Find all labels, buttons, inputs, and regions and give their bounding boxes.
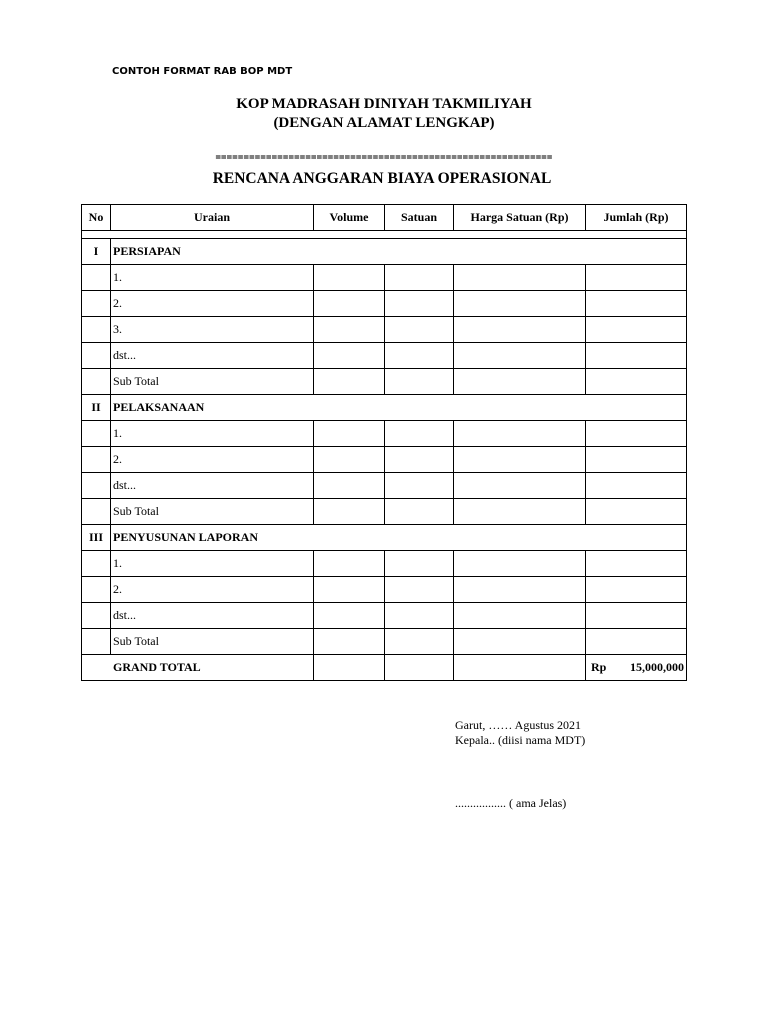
section-number: II [82, 395, 111, 421]
table-header-row [82, 205, 687, 231]
empty-cell [385, 369, 454, 395]
row-number-cell [82, 603, 111, 629]
empty-cell [385, 577, 454, 603]
empty-cell [454, 551, 586, 577]
subtotal-label: Sub Total [111, 369, 314, 395]
row-number-cell [82, 629, 111, 655]
empty-cell [586, 473, 687, 499]
table-row [82, 577, 687, 603]
row-number-cell [82, 473, 111, 499]
signature-block [455, 718, 586, 810]
grand-total-row [82, 655, 687, 681]
empty-cell [454, 265, 586, 291]
row-number-cell [82, 291, 111, 317]
empty-cell [314, 317, 385, 343]
signature-name: ................. ( ama Jelas) [455, 796, 567, 810]
empty-cell [314, 343, 385, 369]
empty-cell [385, 655, 454, 681]
letterhead-title: KOP MADRASAH DINIYAH TAKMILIYAH [236, 96, 532, 112]
format-label: CONTOH FORMAT RAB BOP MDT [112, 66, 293, 77]
empty-cell [586, 291, 687, 317]
section-title: PENYUSUNAN LAPORAN [111, 525, 687, 551]
empty-cell [454, 291, 586, 317]
column-header-satuan: Satuan [385, 205, 454, 231]
empty-cell [314, 447, 385, 473]
column-header-uraian: Uraian [111, 205, 314, 231]
letterhead [0, 95, 768, 133]
empty-cell [586, 343, 687, 369]
item-description: 2. [111, 291, 314, 317]
table-row [82, 291, 687, 317]
section-row [82, 239, 687, 265]
subtotal-row [82, 629, 687, 655]
empty-cell [314, 291, 385, 317]
section-number: I [82, 239, 111, 265]
grand-total-amount [586, 655, 687, 681]
empty-cell [586, 369, 687, 395]
signature-position: Kepala.. (diisi nama MDT) [455, 733, 586, 747]
signature-place-date: Garut, …… Agustus 2021 [455, 718, 581, 732]
section-row [82, 395, 687, 421]
item-description: 2. [111, 577, 314, 603]
empty-cell [314, 577, 385, 603]
separator-line: ============================================================ [215, 153, 553, 163]
row-number-cell [82, 551, 111, 577]
subtotal-row [82, 499, 687, 525]
empty-cell [385, 343, 454, 369]
item-description: 3. [111, 317, 314, 343]
grand-total-label: GRAND TOTAL [82, 655, 314, 681]
item-description: 2. [111, 447, 314, 473]
row-number-cell [82, 343, 111, 369]
empty-cell [586, 577, 687, 603]
empty-cell [454, 577, 586, 603]
item-description: 1. [111, 551, 314, 577]
column-header-jumlah: Jumlah (Rp) [586, 205, 687, 231]
item-description: 1. [111, 265, 314, 291]
empty-cell [454, 603, 586, 629]
row-number-cell [82, 577, 111, 603]
empty-cell [586, 317, 687, 343]
row-number-cell [82, 369, 111, 395]
empty-cell [314, 655, 385, 681]
spacer-cell [82, 231, 687, 239]
empty-cell [314, 629, 385, 655]
empty-cell [314, 369, 385, 395]
empty-cell [385, 603, 454, 629]
row-number-cell [82, 421, 111, 447]
item-description: dst... [111, 603, 314, 629]
table-row [82, 265, 687, 291]
row-number-cell [82, 265, 111, 291]
empty-cell [586, 447, 687, 473]
table-row [82, 551, 687, 577]
empty-cell [586, 629, 687, 655]
subtotal-label: Sub Total [111, 629, 314, 655]
empty-cell [314, 473, 385, 499]
empty-cell [586, 551, 687, 577]
table-row [82, 603, 687, 629]
empty-cell [314, 499, 385, 525]
empty-cell [586, 499, 687, 525]
table-row [82, 343, 687, 369]
empty-cell [385, 473, 454, 499]
empty-cell [586, 265, 687, 291]
empty-cell [314, 421, 385, 447]
document-title: RENCANA ANGGARAN BIAYA OPERASIONAL [212, 170, 552, 187]
subtotal-label: Sub Total [111, 499, 314, 525]
section-title: PELAKSANAAN [111, 395, 687, 421]
empty-cell [385, 499, 454, 525]
column-header-harga-satuan: Harga Satuan (Rp) [454, 205, 586, 231]
row-number-cell [82, 499, 111, 525]
column-header-volume: Volume [314, 205, 385, 231]
section-title: PERSIAPAN [111, 239, 687, 265]
subtotal-row [82, 369, 687, 395]
empty-cell [314, 603, 385, 629]
row-number-cell [82, 317, 111, 343]
letterhead-address: (DENGAN ALAMAT LENGKAP) [273, 115, 495, 131]
empty-cell [586, 603, 687, 629]
empty-cell [454, 369, 586, 395]
empty-cell [586, 421, 687, 447]
currency-label: Rp [591, 660, 607, 674]
grand-total-value: 15,000,000 [630, 660, 684, 674]
empty-cell [454, 447, 586, 473]
empty-cell [385, 447, 454, 473]
empty-cell [385, 317, 454, 343]
budget-table [81, 204, 687, 681]
empty-cell [454, 655, 586, 681]
item-description: dst... [111, 473, 314, 499]
empty-cell [314, 265, 385, 291]
empty-cell [385, 551, 454, 577]
empty-cell [385, 265, 454, 291]
table-row [82, 317, 687, 343]
empty-cell [385, 629, 454, 655]
empty-cell [454, 421, 586, 447]
item-description: dst... [111, 343, 314, 369]
table-row [82, 447, 687, 473]
empty-cell [454, 499, 586, 525]
row-number-cell [82, 447, 111, 473]
empty-cell [454, 473, 586, 499]
empty-cell [385, 421, 454, 447]
empty-cell [454, 629, 586, 655]
empty-cell [385, 291, 454, 317]
empty-cell [454, 317, 586, 343]
item-description: 1. [111, 421, 314, 447]
column-header-no: No [82, 205, 111, 231]
table-row [82, 473, 687, 499]
section-number: III [82, 525, 111, 551]
spacer-row [82, 231, 687, 239]
empty-cell [454, 343, 586, 369]
section-row [82, 525, 687, 551]
table-row [82, 421, 687, 447]
empty-cell [314, 551, 385, 577]
